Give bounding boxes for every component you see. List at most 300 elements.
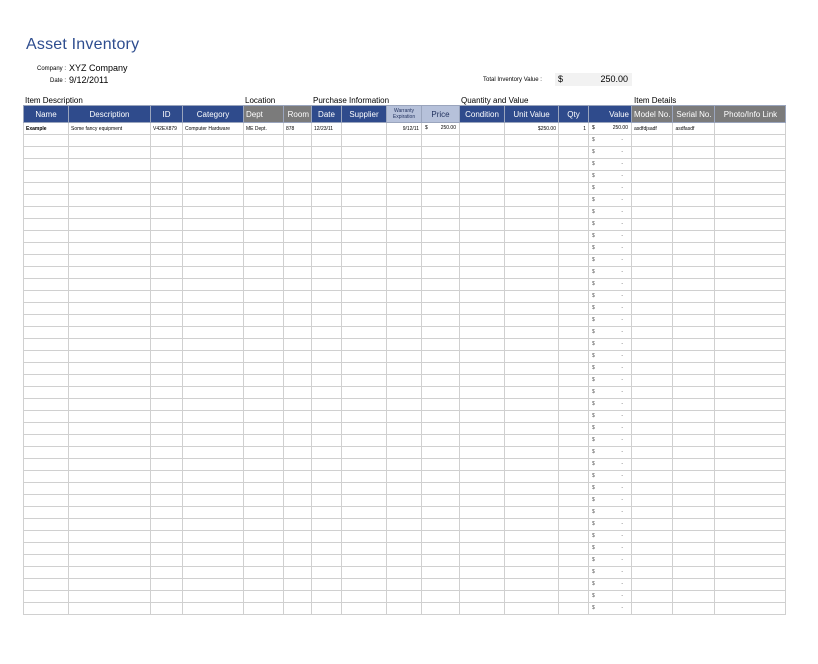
cell-value[interactable] bbox=[589, 591, 632, 603]
cell-price[interactable] bbox=[422, 195, 460, 207]
cell-date[interactable] bbox=[312, 327, 342, 339]
cell-dept[interactable] bbox=[244, 483, 284, 495]
cell-qty[interactable] bbox=[559, 567, 589, 579]
cell-name[interactable] bbox=[24, 291, 69, 303]
cell-model-no[interactable] bbox=[632, 495, 673, 507]
cell-unit-value[interactable] bbox=[505, 471, 559, 483]
cell-photo-info-link[interactable] bbox=[715, 591, 786, 603]
cell-dept[interactable] bbox=[244, 387, 284, 399]
cell-id[interactable] bbox=[151, 243, 183, 255]
cell-unit-value[interactable] bbox=[505, 219, 559, 231]
cell-description[interactable] bbox=[69, 279, 151, 291]
cell-date[interactable] bbox=[312, 423, 342, 435]
cell-photo-info-link[interactable] bbox=[715, 195, 786, 207]
cell-description[interactable] bbox=[69, 423, 151, 435]
cell-price[interactable] bbox=[422, 603, 460, 615]
cell-date[interactable] bbox=[312, 375, 342, 387]
cell-photo-info-link[interactable] bbox=[715, 411, 786, 423]
col-header-qty[interactable]: Qty bbox=[559, 106, 589, 123]
cell-date[interactable] bbox=[312, 171, 342, 183]
cell-value[interactable] bbox=[589, 375, 632, 387]
cell-value[interactable] bbox=[589, 315, 632, 327]
cell-supplier[interactable] bbox=[342, 351, 387, 363]
cell-model-no[interactable] bbox=[632, 411, 673, 423]
cell-dept[interactable] bbox=[244, 423, 284, 435]
cell-description[interactable] bbox=[69, 387, 151, 399]
cell-condition[interactable] bbox=[460, 471, 505, 483]
cell-date[interactable] bbox=[312, 471, 342, 483]
col-header-model-no[interactable]: Model No. bbox=[632, 106, 673, 123]
cell-category[interactable] bbox=[183, 495, 244, 507]
cell-description[interactable] bbox=[69, 183, 151, 195]
cell-room[interactable] bbox=[284, 459, 312, 471]
cell-qty[interactable] bbox=[559, 327, 589, 339]
cell-price[interactable] bbox=[422, 123, 460, 135]
cell-name[interactable] bbox=[24, 303, 69, 315]
cell-description[interactable] bbox=[69, 579, 151, 591]
cell-id[interactable] bbox=[151, 171, 183, 183]
cell-model-no[interactable] bbox=[632, 423, 673, 435]
cell-description[interactable] bbox=[69, 267, 151, 279]
cell-value[interactable] bbox=[589, 423, 632, 435]
cell-price[interactable] bbox=[422, 267, 460, 279]
cell-category[interactable] bbox=[183, 243, 244, 255]
cell-price[interactable] bbox=[422, 351, 460, 363]
cell-qty[interactable]: 1 bbox=[559, 123, 589, 135]
cell-warranty[interactable] bbox=[387, 195, 422, 207]
cell-qty[interactable] bbox=[559, 279, 589, 291]
cell-supplier[interactable] bbox=[342, 147, 387, 159]
cell-photo-info-link[interactable] bbox=[715, 291, 786, 303]
cell-condition[interactable] bbox=[460, 219, 505, 231]
cell-room[interactable] bbox=[284, 531, 312, 543]
cell-id[interactable] bbox=[151, 495, 183, 507]
cell-model-no[interactable] bbox=[632, 339, 673, 351]
cell-price[interactable] bbox=[422, 207, 460, 219]
cell-dept[interactable] bbox=[244, 171, 284, 183]
cell-model-no[interactable] bbox=[632, 387, 673, 399]
cell-unit-value[interactable] bbox=[505, 303, 559, 315]
cell-serial-no[interactable] bbox=[673, 183, 715, 195]
cell-value[interactable] bbox=[589, 567, 632, 579]
cell-name[interactable] bbox=[24, 423, 69, 435]
total-inventory-value[interactable] bbox=[555, 73, 632, 86]
cell-id[interactable] bbox=[151, 219, 183, 231]
cell-condition[interactable] bbox=[460, 387, 505, 399]
cell-warranty[interactable] bbox=[387, 291, 422, 303]
cell-name[interactable] bbox=[24, 411, 69, 423]
cell-price[interactable] bbox=[422, 435, 460, 447]
cell-model-no[interactable] bbox=[632, 219, 673, 231]
cell-category[interactable] bbox=[183, 555, 244, 567]
cell-qty[interactable] bbox=[559, 387, 589, 399]
cell-name[interactable] bbox=[24, 171, 69, 183]
cell-id[interactable] bbox=[151, 531, 183, 543]
cell-serial-no[interactable] bbox=[673, 435, 715, 447]
cell-dept[interactable] bbox=[244, 555, 284, 567]
cell-warranty[interactable] bbox=[387, 543, 422, 555]
cell-condition[interactable] bbox=[460, 411, 505, 423]
cell-supplier[interactable] bbox=[342, 531, 387, 543]
cell-dept[interactable] bbox=[244, 591, 284, 603]
col-header-id[interactable]: ID bbox=[151, 106, 183, 123]
cell-serial-no[interactable] bbox=[673, 375, 715, 387]
cell-date[interactable] bbox=[312, 147, 342, 159]
cell-unit-value[interactable]: $250.00 bbox=[505, 123, 559, 135]
cell-category[interactable] bbox=[183, 579, 244, 591]
cell-value[interactable] bbox=[589, 495, 632, 507]
cell-category[interactable] bbox=[183, 531, 244, 543]
cell-unit-value[interactable] bbox=[505, 447, 559, 459]
cell-room[interactable] bbox=[284, 507, 312, 519]
cell-photo-info-link[interactable] bbox=[715, 519, 786, 531]
cell-name[interactable] bbox=[24, 315, 69, 327]
cell-value[interactable] bbox=[589, 135, 632, 147]
cell-model-no[interactable] bbox=[632, 195, 673, 207]
cell-condition[interactable] bbox=[460, 591, 505, 603]
cell-photo-info-link[interactable] bbox=[715, 351, 786, 363]
cell-date[interactable] bbox=[312, 135, 342, 147]
cell-id[interactable]: V42EX879 bbox=[151, 123, 183, 135]
col-header-name[interactable]: Name bbox=[24, 106, 69, 123]
cell-dept[interactable] bbox=[244, 411, 284, 423]
cell-date[interactable] bbox=[312, 531, 342, 543]
cell-price[interactable] bbox=[422, 183, 460, 195]
cell-dept[interactable] bbox=[244, 351, 284, 363]
cell-date[interactable] bbox=[312, 231, 342, 243]
cell-warranty[interactable] bbox=[387, 423, 422, 435]
cell-model-no[interactable] bbox=[632, 243, 673, 255]
cell-unit-value[interactable] bbox=[505, 579, 559, 591]
cell-name[interactable] bbox=[24, 483, 69, 495]
cell-name[interactable] bbox=[24, 231, 69, 243]
cell-unit-value[interactable] bbox=[505, 483, 559, 495]
cell-supplier[interactable] bbox=[342, 291, 387, 303]
cell-dept[interactable] bbox=[244, 459, 284, 471]
cell-category[interactable] bbox=[183, 423, 244, 435]
cell-name[interactable] bbox=[24, 327, 69, 339]
cell-qty[interactable] bbox=[559, 255, 589, 267]
cell-serial-no[interactable] bbox=[673, 147, 715, 159]
cell-warranty[interactable] bbox=[387, 171, 422, 183]
col-header-dept[interactable]: Dept bbox=[244, 106, 284, 123]
cell-price[interactable] bbox=[422, 507, 460, 519]
cell-photo-info-link[interactable] bbox=[715, 327, 786, 339]
cell-unit-value[interactable] bbox=[505, 255, 559, 267]
cell-qty[interactable] bbox=[559, 207, 589, 219]
cell-value[interactable] bbox=[589, 447, 632, 459]
cell-unit-value[interactable] bbox=[505, 363, 559, 375]
cell-qty[interactable] bbox=[559, 231, 589, 243]
cell-description[interactable] bbox=[69, 555, 151, 567]
cell-name[interactable] bbox=[24, 135, 69, 147]
cell-model-no[interactable] bbox=[632, 135, 673, 147]
cell-value[interactable] bbox=[589, 399, 632, 411]
cell-name[interactable] bbox=[24, 531, 69, 543]
cell-serial-no[interactable] bbox=[673, 195, 715, 207]
cell-date[interactable] bbox=[312, 315, 342, 327]
cell-model-no[interactable] bbox=[632, 435, 673, 447]
cell-category[interactable] bbox=[183, 435, 244, 447]
cell-room[interactable] bbox=[284, 399, 312, 411]
cell-serial-no[interactable] bbox=[673, 507, 715, 519]
cell-qty[interactable] bbox=[559, 591, 589, 603]
cell-name[interactable] bbox=[24, 183, 69, 195]
cell-category[interactable] bbox=[183, 387, 244, 399]
cell-model-no[interactable] bbox=[632, 375, 673, 387]
cell-qty[interactable] bbox=[559, 471, 589, 483]
cell-warranty[interactable] bbox=[387, 471, 422, 483]
cell-qty[interactable] bbox=[559, 579, 589, 591]
cell-date[interactable] bbox=[312, 447, 342, 459]
cell-value[interactable] bbox=[589, 531, 632, 543]
cell-supplier[interactable] bbox=[342, 483, 387, 495]
cell-dept[interactable] bbox=[244, 255, 284, 267]
cell-date[interactable] bbox=[312, 591, 342, 603]
cell-serial-no[interactable] bbox=[673, 291, 715, 303]
cell-qty[interactable] bbox=[559, 555, 589, 567]
cell-description[interactable] bbox=[69, 231, 151, 243]
cell-condition[interactable] bbox=[460, 543, 505, 555]
cell-supplier[interactable] bbox=[342, 399, 387, 411]
cell-dept[interactable] bbox=[244, 363, 284, 375]
cell-price[interactable] bbox=[422, 147, 460, 159]
cell-price[interactable] bbox=[422, 135, 460, 147]
cell-dept[interactable] bbox=[244, 531, 284, 543]
cell-date[interactable] bbox=[312, 387, 342, 399]
cell-date[interactable] bbox=[312, 207, 342, 219]
cell-serial-no[interactable] bbox=[673, 471, 715, 483]
cell-dept[interactable] bbox=[244, 603, 284, 615]
cell-serial-no[interactable] bbox=[673, 555, 715, 567]
cell-condition[interactable] bbox=[460, 531, 505, 543]
cell-description[interactable] bbox=[69, 507, 151, 519]
cell-name[interactable] bbox=[24, 495, 69, 507]
cell-price[interactable] bbox=[422, 159, 460, 171]
cell-supplier[interactable] bbox=[342, 519, 387, 531]
cell-warranty[interactable] bbox=[387, 303, 422, 315]
cell-model-no[interactable] bbox=[632, 207, 673, 219]
cell-price[interactable] bbox=[422, 519, 460, 531]
cell-value[interactable] bbox=[589, 231, 632, 243]
cell-photo-info-link[interactable] bbox=[715, 315, 786, 327]
cell-model-no[interactable] bbox=[632, 315, 673, 327]
cell-price[interactable] bbox=[422, 483, 460, 495]
cell-serial-no[interactable] bbox=[673, 423, 715, 435]
cell-room[interactable] bbox=[284, 303, 312, 315]
cell-room[interactable] bbox=[284, 543, 312, 555]
cell-condition[interactable] bbox=[460, 399, 505, 411]
cell-model-no[interactable] bbox=[632, 567, 673, 579]
cell-photo-info-link[interactable] bbox=[715, 531, 786, 543]
cell-id[interactable] bbox=[151, 483, 183, 495]
cell-id[interactable] bbox=[151, 447, 183, 459]
cell-name[interactable] bbox=[24, 195, 69, 207]
cell-dept[interactable] bbox=[244, 291, 284, 303]
cell-name[interactable] bbox=[24, 435, 69, 447]
cell-photo-info-link[interactable] bbox=[715, 507, 786, 519]
cell-date[interactable] bbox=[312, 195, 342, 207]
col-header-supplier[interactable]: Supplier bbox=[342, 106, 387, 123]
cell-warranty[interactable] bbox=[387, 399, 422, 411]
cell-room[interactable] bbox=[284, 147, 312, 159]
cell-price[interactable] bbox=[422, 591, 460, 603]
cell-value[interactable] bbox=[589, 183, 632, 195]
cell-category[interactable] bbox=[183, 591, 244, 603]
cell-category[interactable] bbox=[183, 363, 244, 375]
cell-serial-no[interactable] bbox=[673, 459, 715, 471]
cell-date[interactable] bbox=[312, 339, 342, 351]
cell-id[interactable] bbox=[151, 207, 183, 219]
cell-price[interactable] bbox=[422, 531, 460, 543]
cell-price[interactable] bbox=[422, 387, 460, 399]
cell-room[interactable] bbox=[284, 555, 312, 567]
cell-condition[interactable] bbox=[460, 495, 505, 507]
cell-price[interactable] bbox=[422, 411, 460, 423]
cell-category[interactable] bbox=[183, 351, 244, 363]
cell-supplier[interactable] bbox=[342, 555, 387, 567]
cell-category[interactable] bbox=[183, 171, 244, 183]
cell-description[interactable]: Some fancy equipment bbox=[69, 123, 151, 135]
cell-value[interactable] bbox=[589, 255, 632, 267]
cell-price[interactable] bbox=[422, 363, 460, 375]
cell-condition[interactable] bbox=[460, 519, 505, 531]
cell-date[interactable] bbox=[312, 363, 342, 375]
cell-model-no[interactable] bbox=[632, 591, 673, 603]
cell-warranty[interactable] bbox=[387, 159, 422, 171]
cell-model-no[interactable] bbox=[632, 447, 673, 459]
cell-model-no[interactable] bbox=[632, 603, 673, 615]
cell-id[interactable] bbox=[151, 387, 183, 399]
cell-name[interactable] bbox=[24, 159, 69, 171]
cell-category[interactable] bbox=[183, 159, 244, 171]
cell-qty[interactable] bbox=[559, 159, 589, 171]
cell-value[interactable] bbox=[589, 195, 632, 207]
cell-supplier[interactable] bbox=[342, 243, 387, 255]
cell-category[interactable] bbox=[183, 459, 244, 471]
cell-photo-info-link[interactable] bbox=[715, 579, 786, 591]
cell-supplier[interactable] bbox=[342, 159, 387, 171]
cell-serial-no[interactable] bbox=[673, 303, 715, 315]
cell-photo-info-link[interactable] bbox=[715, 423, 786, 435]
cell-supplier[interactable] bbox=[342, 327, 387, 339]
cell-dept[interactable] bbox=[244, 183, 284, 195]
cell-photo-info-link[interactable] bbox=[715, 171, 786, 183]
cell-photo-info-link[interactable] bbox=[715, 543, 786, 555]
cell-condition[interactable] bbox=[460, 147, 505, 159]
cell-value[interactable] bbox=[589, 147, 632, 159]
cell-value[interactable] bbox=[589, 219, 632, 231]
cell-photo-info-link[interactable] bbox=[715, 147, 786, 159]
cell-warranty[interactable] bbox=[387, 267, 422, 279]
cell-name[interactable] bbox=[24, 219, 69, 231]
cell-description[interactable] bbox=[69, 159, 151, 171]
cell-price[interactable] bbox=[422, 231, 460, 243]
cell-qty[interactable] bbox=[559, 411, 589, 423]
cell-serial-no[interactable] bbox=[673, 543, 715, 555]
cell-description[interactable] bbox=[69, 135, 151, 147]
cell-room[interactable] bbox=[284, 519, 312, 531]
cell-unit-value[interactable] bbox=[505, 459, 559, 471]
cell-price[interactable] bbox=[422, 255, 460, 267]
cell-description[interactable] bbox=[69, 483, 151, 495]
cell-warranty[interactable] bbox=[387, 183, 422, 195]
cell-serial-no[interactable]: asdfasdf bbox=[673, 123, 715, 135]
cell-dept[interactable] bbox=[244, 147, 284, 159]
cell-dept[interactable] bbox=[244, 567, 284, 579]
cell-qty[interactable] bbox=[559, 423, 589, 435]
cell-price[interactable] bbox=[422, 447, 460, 459]
cell-supplier[interactable] bbox=[342, 219, 387, 231]
cell-category[interactable] bbox=[183, 303, 244, 315]
cell-model-no[interactable] bbox=[632, 579, 673, 591]
cell-photo-info-link[interactable] bbox=[715, 231, 786, 243]
cell-category[interactable] bbox=[183, 291, 244, 303]
cell-name[interactable] bbox=[24, 447, 69, 459]
cell-unit-value[interactable] bbox=[505, 339, 559, 351]
cell-qty[interactable] bbox=[559, 603, 589, 615]
cell-id[interactable] bbox=[151, 423, 183, 435]
cell-id[interactable] bbox=[151, 567, 183, 579]
cell-id[interactable] bbox=[151, 555, 183, 567]
cell-category[interactable] bbox=[183, 255, 244, 267]
cell-qty[interactable] bbox=[559, 435, 589, 447]
cell-model-no[interactable] bbox=[632, 327, 673, 339]
cell-price[interactable] bbox=[422, 339, 460, 351]
cell-name[interactable] bbox=[24, 603, 69, 615]
cell-condition[interactable] bbox=[460, 507, 505, 519]
cell-serial-no[interactable] bbox=[673, 135, 715, 147]
cell-name[interactable] bbox=[24, 567, 69, 579]
cell-category[interactable] bbox=[183, 267, 244, 279]
cell-supplier[interactable] bbox=[342, 579, 387, 591]
cell-date[interactable] bbox=[312, 291, 342, 303]
cell-condition[interactable] bbox=[460, 315, 505, 327]
cell-description[interactable] bbox=[69, 459, 151, 471]
cell-warranty[interactable] bbox=[387, 375, 422, 387]
cell-photo-info-link[interactable] bbox=[715, 219, 786, 231]
cell-condition[interactable] bbox=[460, 555, 505, 567]
cell-id[interactable] bbox=[151, 411, 183, 423]
cell-name[interactable] bbox=[24, 267, 69, 279]
cell-serial-no[interactable] bbox=[673, 219, 715, 231]
cell-category[interactable] bbox=[183, 411, 244, 423]
cell-unit-value[interactable] bbox=[505, 399, 559, 411]
cell-price[interactable] bbox=[422, 459, 460, 471]
cell-category[interactable]: Computer Hardware bbox=[183, 123, 244, 135]
cell-serial-no[interactable] bbox=[673, 531, 715, 543]
cell-dept[interactable] bbox=[244, 339, 284, 351]
cell-model-no[interactable] bbox=[632, 147, 673, 159]
date-value[interactable]: 9/12/2011 bbox=[69, 75, 109, 85]
cell-description[interactable] bbox=[69, 315, 151, 327]
cell-dept[interactable] bbox=[244, 135, 284, 147]
cell-description[interactable] bbox=[69, 519, 151, 531]
cell-dept[interactable] bbox=[244, 471, 284, 483]
cell-dept[interactable] bbox=[244, 519, 284, 531]
cell-category[interactable] bbox=[183, 543, 244, 555]
cell-supplier[interactable] bbox=[342, 435, 387, 447]
cell-model-no[interactable] bbox=[632, 507, 673, 519]
cell-name[interactable] bbox=[24, 375, 69, 387]
cell-price[interactable] bbox=[422, 303, 460, 315]
cell-qty[interactable] bbox=[559, 483, 589, 495]
cell-dept[interactable] bbox=[244, 543, 284, 555]
cell-unit-value[interactable] bbox=[505, 495, 559, 507]
cell-serial-no[interactable] bbox=[673, 519, 715, 531]
cell-category[interactable] bbox=[183, 195, 244, 207]
cell-value[interactable] bbox=[589, 543, 632, 555]
